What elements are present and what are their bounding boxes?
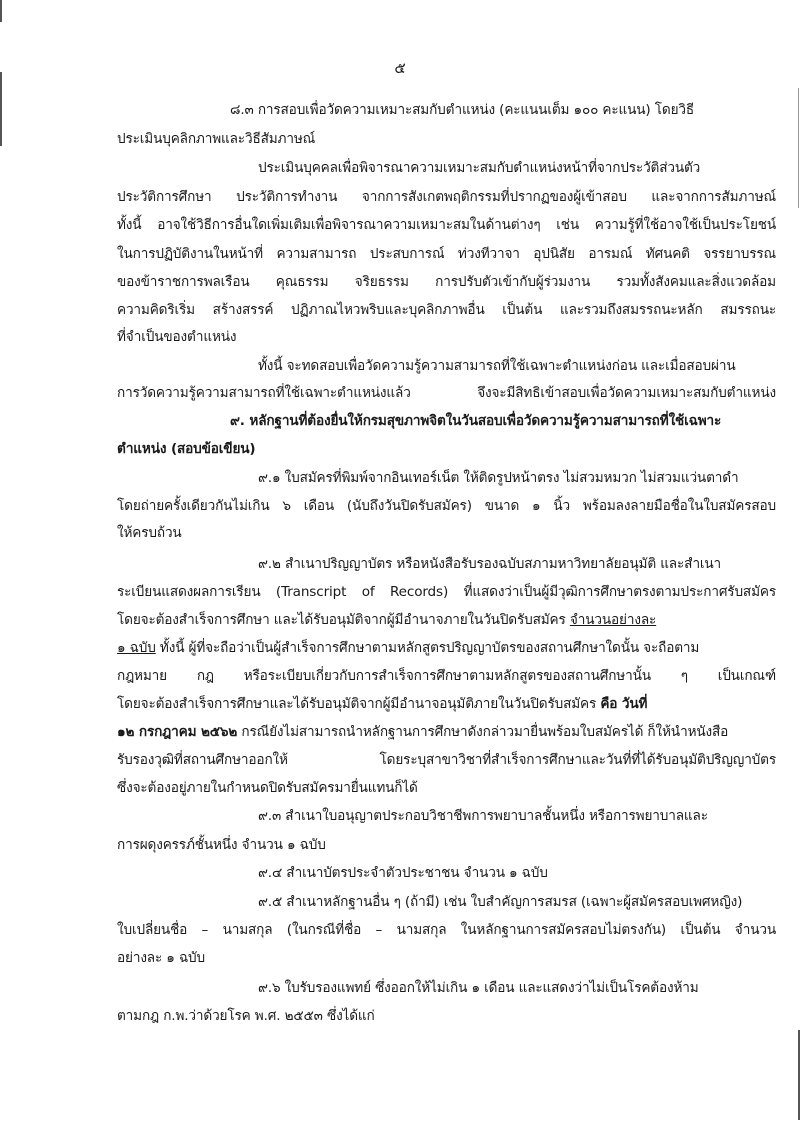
scan-edge-mark <box>0 72 2 146</box>
text-span: ทั้งนี้ ผู้ที่จะถือว่าเป็นผู้สำเร็จการศึกษาตามหลักสูตรปริญญาบัตรของสถานศึกษาใดนั้น จะถือตาม <box>155 640 700 656</box>
item-9-2: ๙.๒ สำเนาปริญญาบัตร หรือหนังสือรับรองฉบับสภามหาวิทยาลัยอนุมัติ และสำเนา <box>258 556 722 572</box>
text-span: โดยจะต้องสำเร็จการศึกษา และได้รับอนุมัติจากผู้มีอำนาจภายในวันปิดรับสมัคร <box>117 612 570 628</box>
section-9-heading-cont: ตำแหน่ง (สอบข้อเขียน) <box>117 441 256 457</box>
item-9-2-cont <box>117 692 647 716</box>
item-9-2-cont <box>117 636 699 660</box>
item-9-5-cont: ใบเปลี่ยนชื่อ – นามสกุล (ในกรณีที่ชื่อ – นามสกุล ในหลักฐานการสมัครสอบไม่ตรงกัน) เป็นต้น จำนวน <box>117 922 776 938</box>
section-8-3-heading-cont: ประเมินบุคลิกภาพและวิธีสัมภาษณ์ <box>117 131 316 147</box>
item-9-2-cont <box>117 720 728 744</box>
underlined-text: จำนวนอย่างละ <box>569 612 657 628</box>
text-span: กรณียังไม่สามารถนำหลักฐานการศึกษาดังกล่าวมายื่นพร้อมใบสมัครได้ ก็ให้นำหนังสือ <box>237 724 729 740</box>
item-9-1-cont: ให้ครบถ้วน <box>117 525 182 541</box>
item-9-4: ๙.๔ สำเนาบัตรประจำตัวประชาชน จำนวน ๑ ฉบับ <box>258 865 548 881</box>
bold-date: ๑๒ กรกฎาคม ๒๕๖๒ <box>117 724 238 740</box>
item-9-2-cont: ระเบียนแสดงผลการเรียน (Transcript of Records) ที่แสดงว่าเป็นผู้มีวุฒิการศึกษาตรงตามประกาศรับสมัคร <box>117 584 776 600</box>
item-9-1-cont: โดยถ่ายครั้งเดียวกันไม่เกิน ๖ เดือน (นับถึงวันปิดรับสมัคร) ขนาด ๑ นิ้ว พร้อมลงลายมือชื่อในใบสมัครสอบ <box>117 498 776 514</box>
text-span: โดยจะต้องสำเร็จการศึกษาและได้รับอนุมัติจากผู้มีอำนาจอนุมัติภายในวันปิดรับสมัคร <box>117 696 601 712</box>
paragraph-line: ประวัติการศึกษา ประวัติการทำงาน จากการสังเกตพฤติกรรมที่ปรากฏของผู้เข้าสอบ และจากการสัมภาษณ์ <box>117 189 776 205</box>
scan-edge-mark <box>0 0 2 22</box>
bold-text: คือ วันที่ <box>600 696 648 712</box>
paragraph-line: ในการปฏิบัติงานในหน้าที่ ความสามารถ ประสบการณ์ ท่วงทีวาจา อุปนิสัย อารมณ์ ทัศนคติ จรรยาบรรณ <box>117 246 776 262</box>
item-9-2-cont <box>117 608 656 632</box>
scan-edge-mark <box>798 88 799 208</box>
item-9-6-cont: ตามกฎ ก.พ.ว่าด้วยโรค พ.ศ. ๒๕๕๓ ซึ่งได้แก่ <box>117 1008 375 1024</box>
paragraph-line: ประเมินบุคคลเพื่อพิจารณาความเหมาะสมกับตำแหน่งหน้าที่จากประวัติส่วนตัว <box>258 160 701 176</box>
paragraph-line: ที่จำเป็นของตำแหน่ง <box>117 329 237 345</box>
paragraph-line: ของข้าราชการพลเรือน คุณธรรม จริยธรรม การปรับตัวเข้ากับผู้ร่วมงาน รวมทั้งสังคมและสิ่งแวดล้อม <box>117 274 776 290</box>
item-9-2-cont: รับรองวุฒิที่สถานศึกษาออกให้ โดยระบุสาขาวิชาที่สำเร็จการศึกษาและวันที่ที่ได้รับอนุมัติปริญญาบัตร <box>117 752 776 768</box>
item-9-6: ๙.๖ ใบรับรองแพทย์ ซึ่งออกให้ไม่เกิน ๑ เดือน และแสดงว่าไม่เป็นโรคต้องห้าม <box>258 980 699 996</box>
item-9-3: ๙.๓ สำเนาใบอนุญาตประกอบวิชาชีพการพยาบาลชั้นหนึ่ง หรือการพยาบาลและ <box>258 808 708 824</box>
paragraph-line: ทั้งนี้ อาจใช้วิธีการอื่นใดเพิ่มเติมเพื่อพิจารณาความเหมาะสมในด้านต่างๆ เช่น ความรู้ที่ใช้อาจใช้เป็นประโยชน์ <box>117 217 776 233</box>
section-9-heading: ๙. หลักฐานที่ต้องยื่นให้กรมสุขภาพจิตในวันสอบเพื่อวัดความรู้ความสามารถที่ใช้เฉพาะ <box>230 413 722 429</box>
item-9-2-cont: ซึ่งจะต้องอยู่ภายในกำหนดปิดรับสมัครมายื่นแทนก็ได้ <box>117 780 418 796</box>
item-9-2-cont: กฎหมาย กฎ หรือระเบียบเกี่ยวกับการสำเร็จการศึกษาตามหลักสูตรของสถานศึกษานั้น ๆ เป็นเกณฑ์ <box>117 668 776 684</box>
underlined-text: ๑ ฉบับ <box>117 640 156 656</box>
item-9-5: ๙.๕ สำเนาหลักฐานอื่น ๆ (ถ้ามี) เช่น ใบสำคัญการสมรส (เฉพาะผู้สมัครสอบเพศหญิง) <box>258 894 743 910</box>
paragraph-line: ความคิดริเริ่ม สร้างสรรค์ ปฏิภาณไหวพริบและบุคลิกภาพอื่น เป็นต้น และรวมถึงสมรรถนะหลัก สมรรถนะ <box>117 302 776 318</box>
page-number: ๕ <box>394 59 406 77</box>
paragraph-line: การวัดความรู้ความสามารถที่ใช้เฉพาะตำแหน่งแล้ว จึงจะมีสิทธิเข้าสอบเพื่อวัดความเหมาะสมกับตำแหน่ง <box>117 385 776 401</box>
paragraph-line: ทั้งนี้ จะทดสอบเพื่อวัดความรู้ความสามารถที่ใช้เฉพาะตำแหน่งก่อน และเมื่อสอบผ่าน <box>258 358 736 374</box>
item-9-3-cont: การผดุงครรภ์ชั้นหนึ่ง จำนวน ๑ ฉบับ <box>117 837 326 853</box>
item-9-5-cont: อย่างละ ๑ ฉบับ <box>117 950 206 966</box>
item-9-1: ๙.๑ ใบสมัครที่พิมพ์จากอินเทอร์เน็ต ให้ติดรูปหน้าตรง ไม่สวมหมวก ไม่สวมแว่นตาดำ <box>258 470 739 486</box>
section-8-3-heading: ๘.๓ การสอบเพื่อวัดความเหมาะสมกับตำแหน่ง (คะแนนเต็ม ๑๐๐ คะแนน) โดยวิธี <box>230 102 695 118</box>
